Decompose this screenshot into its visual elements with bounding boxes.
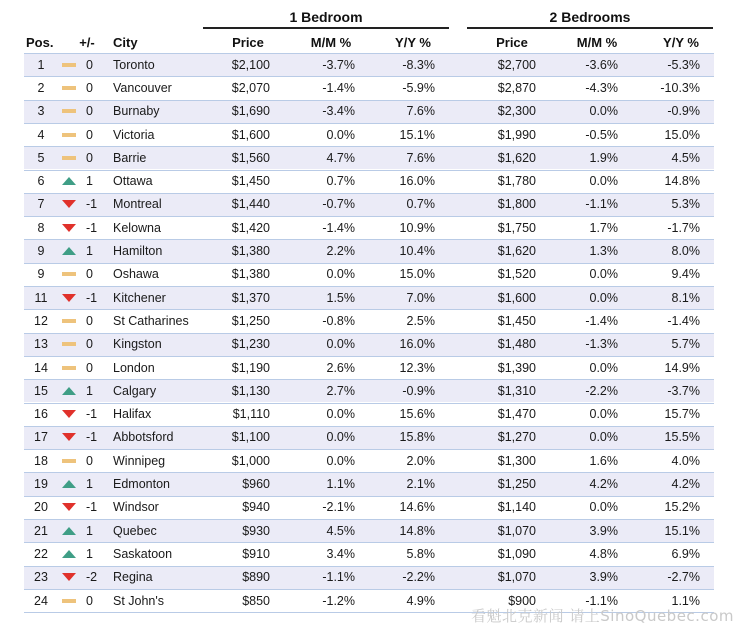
header-yy-one-bed: Y/Y % bbox=[395, 34, 431, 50]
cell-mm-one-bed: 0.7% bbox=[326, 174, 355, 189]
cell-change: -1 bbox=[86, 197, 98, 212]
cell-change: 1 bbox=[86, 383, 93, 398]
header-yy-two-bed: Y/Y % bbox=[663, 34, 699, 50]
cell-yy-one-bed: 7.6% bbox=[406, 150, 435, 165]
cell-yy-one-bed: -5.9% bbox=[402, 80, 435, 95]
cell-pos: 5 bbox=[37, 150, 45, 165]
cell-yy-two-bed: 4.0% bbox=[671, 453, 700, 468]
rank-unchanged-icon bbox=[61, 269, 77, 279]
cell-price-two-bed: $1,070 bbox=[497, 570, 536, 585]
cell-change: 1 bbox=[86, 546, 93, 561]
cell-yy-one-bed: 15.1% bbox=[399, 127, 435, 142]
cell-mm-two-bed: 0.0% bbox=[589, 430, 618, 445]
cell-yy-one-bed: -0.9% bbox=[402, 383, 435, 398]
cell-mm-one-bed: 2.7% bbox=[326, 383, 355, 398]
cell-price-two-bed: $1,600 bbox=[497, 290, 536, 305]
cell-yy-two-bed: 1.1% bbox=[671, 593, 700, 608]
cell-price-one-bed: $1,130 bbox=[231, 383, 270, 398]
cell-city: Barrie bbox=[113, 150, 147, 165]
cell-price-one-bed: $1,690 bbox=[231, 104, 270, 119]
cell-change: -1 bbox=[86, 290, 98, 305]
cell-price-one-bed: $1,380 bbox=[231, 267, 270, 282]
cell-mm-two-bed: 1.6% bbox=[589, 453, 618, 468]
cell-mm-two-bed: 0.0% bbox=[589, 174, 618, 189]
cell-price-two-bed: $1,750 bbox=[497, 220, 536, 235]
cell-price-one-bed: $1,100 bbox=[231, 430, 270, 445]
cell-price-two-bed: $1,470 bbox=[497, 407, 536, 422]
cell-pos: 22 bbox=[34, 546, 48, 561]
cell-pos: 13 bbox=[34, 337, 48, 352]
cell-mm-two-bed: 4.8% bbox=[589, 546, 618, 561]
cell-pos: 21 bbox=[34, 523, 48, 538]
cell-mm-one-bed: -3.7% bbox=[322, 57, 355, 72]
cell-mm-one-bed: 0.0% bbox=[326, 407, 355, 422]
cell-mm-one-bed: 0.0% bbox=[326, 337, 355, 352]
cell-yy-two-bed: 15.2% bbox=[664, 500, 700, 515]
cell-yy-two-bed: 8.0% bbox=[671, 244, 700, 259]
rank-down-icon bbox=[61, 409, 77, 419]
rank-down-icon bbox=[61, 502, 77, 512]
cell-change: 0 bbox=[86, 80, 93, 95]
cell-mm-one-bed: 0.0% bbox=[326, 267, 355, 282]
cell-yy-one-bed: 2.0% bbox=[406, 453, 435, 468]
cell-price-two-bed: $2,300 bbox=[497, 104, 536, 119]
cell-price-two-bed: $1,520 bbox=[497, 267, 536, 282]
cell-mm-two-bed: 0.0% bbox=[589, 407, 618, 422]
cell-price-one-bed: $1,420 bbox=[231, 220, 270, 235]
cell-pos: 9 bbox=[37, 244, 45, 259]
cell-mm-two-bed: 1.9% bbox=[589, 150, 618, 165]
cell-mm-one-bed: 4.5% bbox=[326, 523, 355, 538]
cell-mm-two-bed: 0.0% bbox=[589, 290, 618, 305]
cell-change: -1 bbox=[86, 220, 98, 235]
rank-up-icon bbox=[61, 176, 77, 186]
cell-mm-one-bed: 0.0% bbox=[326, 453, 355, 468]
cell-mm-one-bed: -1.4% bbox=[322, 80, 355, 95]
cell-yy-one-bed: 15.6% bbox=[399, 407, 435, 422]
cell-pos: 17 bbox=[34, 430, 48, 445]
cell-price-two-bed: $1,990 bbox=[497, 127, 536, 142]
cell-change: 1 bbox=[86, 244, 93, 259]
cell-city: Montreal bbox=[113, 197, 162, 212]
cell-change: 0 bbox=[86, 337, 93, 352]
cell-yy-one-bed: -8.3% bbox=[402, 57, 435, 72]
cell-change: 0 bbox=[86, 360, 93, 375]
header-mm-two-bed: M/M % bbox=[576, 34, 618, 50]
cell-mm-two-bed: 0.0% bbox=[589, 104, 618, 119]
cell-city: Oshawa bbox=[113, 267, 159, 282]
cell-yy-one-bed: 12.3% bbox=[399, 360, 435, 375]
cell-yy-two-bed: -1.4% bbox=[667, 313, 700, 328]
cell-price-one-bed: $890 bbox=[242, 570, 270, 585]
cell-mm-one-bed: -1.2% bbox=[322, 593, 355, 608]
cell-yy-two-bed: -3.7% bbox=[667, 383, 700, 398]
cell-yy-two-bed: 15.1% bbox=[664, 523, 700, 538]
rank-unchanged-icon bbox=[61, 60, 77, 70]
cell-mm-two-bed: 1.3% bbox=[589, 244, 618, 259]
cell-yy-one-bed: 15.0% bbox=[399, 267, 435, 282]
cell-yy-one-bed: 15.8% bbox=[399, 430, 435, 445]
cell-yy-two-bed: -5.3% bbox=[667, 57, 700, 72]
header-change: +/- bbox=[79, 34, 95, 50]
cell-yy-two-bed: 6.9% bbox=[671, 546, 700, 561]
rank-unchanged-icon bbox=[61, 130, 77, 140]
group-underline-one-bed bbox=[203, 27, 449, 29]
cell-city: Kelowna bbox=[113, 220, 161, 235]
rank-unchanged-icon bbox=[61, 83, 77, 93]
cell-yy-two-bed: 8.1% bbox=[671, 290, 700, 305]
cell-change: 0 bbox=[86, 57, 93, 72]
cell-price-two-bed: $1,250 bbox=[497, 477, 536, 492]
rank-down-icon bbox=[61, 432, 77, 442]
cell-mm-two-bed: -1.4% bbox=[585, 313, 618, 328]
cell-yy-one-bed: 4.9% bbox=[406, 593, 435, 608]
cell-mm-one-bed: -0.8% bbox=[322, 313, 355, 328]
rank-unchanged-icon bbox=[61, 316, 77, 326]
cell-pos: 7 bbox=[37, 197, 45, 212]
cell-mm-two-bed: -1.1% bbox=[585, 593, 618, 608]
rank-down-icon bbox=[61, 199, 77, 209]
cell-price-one-bed: $1,450 bbox=[231, 174, 270, 189]
cell-price-two-bed: $1,090 bbox=[497, 546, 536, 561]
cell-price-two-bed: $1,310 bbox=[497, 383, 536, 398]
cell-price-one-bed: $930 bbox=[242, 523, 270, 538]
cell-price-two-bed: $2,700 bbox=[497, 57, 536, 72]
cell-city: Toronto bbox=[113, 57, 155, 72]
cell-city: Winnipeg bbox=[113, 453, 166, 468]
cell-yy-one-bed: 2.1% bbox=[406, 477, 435, 492]
cell-yy-one-bed: 7.6% bbox=[406, 104, 435, 119]
cell-city: Halifax bbox=[113, 407, 152, 422]
rank-down-icon bbox=[61, 293, 77, 303]
cell-yy-two-bed: -0.9% bbox=[667, 104, 700, 119]
cell-pos: 8 bbox=[37, 220, 45, 235]
cell-price-one-bed: $1,370 bbox=[231, 290, 270, 305]
cell-city: Edmonton bbox=[113, 477, 170, 492]
cell-pos: 2 bbox=[37, 80, 45, 95]
cell-price-two-bed: $1,070 bbox=[497, 523, 536, 538]
cell-change: 1 bbox=[86, 523, 93, 538]
cell-yy-two-bed: 14.8% bbox=[664, 174, 700, 189]
header-pos: Pos. bbox=[26, 34, 54, 50]
cell-mm-one-bed: 3.4% bbox=[326, 546, 355, 561]
cell-price-one-bed: $2,100 bbox=[231, 57, 270, 72]
cell-yy-two-bed: -10.3% bbox=[660, 80, 700, 95]
cell-price-two-bed: $1,620 bbox=[497, 150, 536, 165]
cell-yy-two-bed: 5.7% bbox=[671, 337, 700, 352]
cell-mm-two-bed: -1.1% bbox=[585, 197, 618, 212]
cell-yy-two-bed: 15.0% bbox=[664, 127, 700, 142]
cell-price-two-bed: $1,390 bbox=[497, 360, 536, 375]
cell-price-two-bed: $1,800 bbox=[497, 197, 536, 212]
cell-yy-one-bed: 14.8% bbox=[399, 523, 435, 538]
cell-pos: 11 bbox=[34, 290, 48, 305]
cell-city: Quebec bbox=[113, 523, 157, 538]
rank-unchanged-icon bbox=[61, 153, 77, 163]
rank-up-icon bbox=[61, 479, 77, 489]
cell-city: Kingston bbox=[113, 337, 162, 352]
cell-price-one-bed: $1,000 bbox=[231, 453, 270, 468]
cell-change: 1 bbox=[86, 477, 93, 492]
cell-price-one-bed: $960 bbox=[242, 477, 270, 492]
cell-price-one-bed: $1,440 bbox=[231, 197, 270, 212]
cell-mm-two-bed: 3.9% bbox=[589, 570, 618, 585]
cell-price-two-bed: $1,480 bbox=[497, 337, 536, 352]
rank-up-icon bbox=[61, 386, 77, 396]
cell-yy-one-bed: 5.8% bbox=[406, 546, 435, 561]
cell-mm-one-bed: 0.0% bbox=[326, 127, 355, 142]
cell-mm-one-bed: -2.1% bbox=[322, 500, 355, 515]
cell-mm-two-bed: -3.6% bbox=[585, 57, 618, 72]
cell-city: Kitchener bbox=[113, 290, 166, 305]
cell-price-two-bed: $1,620 bbox=[497, 244, 536, 259]
cell-mm-one-bed: -3.4% bbox=[322, 104, 355, 119]
cell-city: Abbotsford bbox=[113, 430, 174, 445]
cell-price-one-bed: $1,250 bbox=[231, 313, 270, 328]
cell-mm-two-bed: -0.5% bbox=[585, 127, 618, 142]
rank-up-icon bbox=[61, 246, 77, 256]
cell-pos: 4 bbox=[37, 127, 45, 142]
cell-mm-two-bed: 3.9% bbox=[589, 523, 618, 538]
cell-city: Calgary bbox=[113, 383, 157, 398]
cell-yy-two-bed: 4.2% bbox=[671, 477, 700, 492]
cell-change: -2 bbox=[86, 570, 98, 585]
cell-price-one-bed: $1,110 bbox=[232, 407, 270, 422]
rank-unchanged-icon bbox=[61, 363, 77, 373]
cell-yy-one-bed: 10.9% bbox=[399, 220, 435, 235]
cell-yy-one-bed: 16.0% bbox=[399, 174, 435, 189]
cell-price-one-bed: $2,070 bbox=[231, 80, 270, 95]
cell-price-one-bed: $1,230 bbox=[231, 337, 270, 352]
cell-price-two-bed: $900 bbox=[508, 593, 536, 608]
header-price-two-bed: Price bbox=[496, 34, 528, 50]
cell-yy-two-bed: 15.7% bbox=[664, 407, 700, 422]
cell-change: 0 bbox=[86, 104, 93, 119]
header-mm-one-bed: M/M % bbox=[310, 34, 352, 50]
cell-mm-one-bed: -1.1% bbox=[322, 570, 355, 585]
cell-pos: 14 bbox=[34, 360, 48, 375]
cell-yy-one-bed: -2.2% bbox=[402, 570, 435, 585]
cell-mm-one-bed: 2.2% bbox=[326, 244, 355, 259]
cell-mm-two-bed: 1.7% bbox=[589, 220, 618, 235]
header-price-one-bed: Price bbox=[232, 34, 264, 50]
group-header-one-bed: 1 Bedroom bbox=[289, 9, 363, 25]
group-underline-two-bed bbox=[467, 27, 713, 29]
rank-unchanged-icon bbox=[61, 456, 77, 466]
cell-price-one-bed: $1,190 bbox=[231, 360, 270, 375]
cell-yy-two-bed: 15.5% bbox=[664, 430, 700, 445]
rank-unchanged-icon bbox=[61, 339, 77, 349]
cell-change: 0 bbox=[86, 453, 93, 468]
cell-city: Regina bbox=[113, 570, 153, 585]
cell-yy-two-bed: 14.9% bbox=[664, 360, 700, 375]
cell-city: London bbox=[113, 360, 155, 375]
cell-pos: 23 bbox=[34, 570, 48, 585]
cell-change: 0 bbox=[86, 127, 93, 142]
rank-unchanged-icon bbox=[61, 106, 77, 116]
group-header-two-bed: 2 Bedrooms bbox=[549, 9, 631, 25]
cell-mm-one-bed: -1.4% bbox=[322, 220, 355, 235]
cell-price-two-bed: $1,140 bbox=[497, 500, 536, 515]
cell-city: Victoria bbox=[113, 127, 155, 142]
rank-down-icon bbox=[61, 223, 77, 233]
cell-mm-two-bed: -1.3% bbox=[585, 337, 618, 352]
cell-mm-one-bed: -0.7% bbox=[322, 197, 355, 212]
cell-change: 1 bbox=[86, 174, 93, 189]
cell-mm-two-bed: -4.3% bbox=[585, 80, 618, 95]
cell-mm-two-bed: 0.0% bbox=[589, 267, 618, 282]
cell-price-two-bed: $1,450 bbox=[497, 313, 536, 328]
cell-yy-two-bed: -1.7% bbox=[667, 220, 700, 235]
cell-change: -1 bbox=[86, 430, 98, 445]
cell-pos: 6 bbox=[37, 174, 45, 189]
cell-change: -1 bbox=[86, 500, 98, 515]
cell-city: Saskatoon bbox=[113, 546, 173, 561]
cell-yy-one-bed: 0.7% bbox=[406, 197, 435, 212]
cell-city: Vancouver bbox=[113, 80, 172, 95]
cell-yy-two-bed: 4.5% bbox=[671, 150, 700, 165]
cell-mm-one-bed: 1.5% bbox=[326, 290, 355, 305]
cell-pos: 20 bbox=[34, 500, 48, 515]
cell-pos: 15 bbox=[34, 383, 48, 398]
cell-change: 0 bbox=[86, 267, 93, 282]
cell-city: St John's bbox=[113, 593, 165, 608]
cell-yy-one-bed: 2.5% bbox=[406, 313, 435, 328]
cell-pos: 1 bbox=[37, 57, 45, 72]
rank-down-icon bbox=[61, 572, 77, 582]
cell-yy-two-bed: 9.4% bbox=[671, 267, 700, 282]
watermark: 看魁北克新闻 请上SinoQuebec.com bbox=[471, 607, 734, 625]
cell-yy-two-bed: 5.3% bbox=[671, 197, 700, 212]
cell-change: 0 bbox=[86, 593, 93, 608]
cell-yy-one-bed: 16.0% bbox=[399, 337, 435, 352]
cell-mm-two-bed: 4.2% bbox=[589, 477, 618, 492]
cell-pos: 16 bbox=[34, 407, 48, 422]
cell-mm-two-bed: 0.0% bbox=[589, 360, 618, 375]
cell-city: Windsor bbox=[113, 500, 159, 515]
cell-change: 0 bbox=[86, 150, 93, 165]
rank-unchanged-icon bbox=[61, 596, 77, 606]
cell-yy-one-bed: 10.4% bbox=[399, 244, 435, 259]
cell-change: -1 bbox=[86, 407, 98, 422]
rank-up-icon bbox=[61, 526, 77, 536]
cell-mm-two-bed: -2.2% bbox=[585, 383, 618, 398]
cell-mm-two-bed: 0.0% bbox=[589, 500, 618, 515]
cell-mm-one-bed: 2.6% bbox=[326, 360, 355, 375]
cell-price-one-bed: $850 bbox=[242, 593, 270, 608]
cell-price-one-bed: $910 bbox=[242, 546, 270, 561]
cell-pos: 3 bbox=[37, 104, 45, 119]
cell-city: St Catharines bbox=[113, 313, 189, 328]
cell-pos: 18 bbox=[34, 453, 48, 468]
cell-pos: 9 bbox=[37, 267, 45, 282]
cell-pos: 12 bbox=[34, 313, 48, 328]
cell-price-two-bed: $2,870 bbox=[497, 80, 536, 95]
cell-change: 0 bbox=[86, 313, 93, 328]
cell-pos: 24 bbox=[34, 593, 48, 608]
cell-price-two-bed: $1,270 bbox=[497, 430, 536, 445]
cell-pos: 19 bbox=[34, 477, 48, 492]
cell-mm-one-bed: 4.7% bbox=[326, 150, 355, 165]
cell-yy-one-bed: 7.0% bbox=[406, 290, 435, 305]
cell-city: Burnaby bbox=[113, 104, 160, 119]
cell-price-one-bed: $1,560 bbox=[231, 150, 270, 165]
cell-yy-one-bed: 14.6% bbox=[399, 500, 435, 515]
cell-price-two-bed: $1,300 bbox=[497, 453, 536, 468]
cell-mm-one-bed: 1.1% bbox=[326, 477, 355, 492]
cell-city: Hamilton bbox=[113, 244, 163, 259]
cell-price-one-bed: $1,380 bbox=[231, 244, 270, 259]
cell-price-two-bed: $1,780 bbox=[497, 174, 536, 189]
cell-price-one-bed: $1,600 bbox=[231, 127, 270, 142]
cell-price-one-bed: $940 bbox=[242, 500, 270, 515]
cell-yy-two-bed: -2.7% bbox=[667, 570, 700, 585]
cell-mm-one-bed: 0.0% bbox=[326, 430, 355, 445]
cell-city: Ottawa bbox=[113, 174, 153, 189]
header-city: City bbox=[113, 34, 138, 50]
rank-up-icon bbox=[61, 549, 77, 559]
